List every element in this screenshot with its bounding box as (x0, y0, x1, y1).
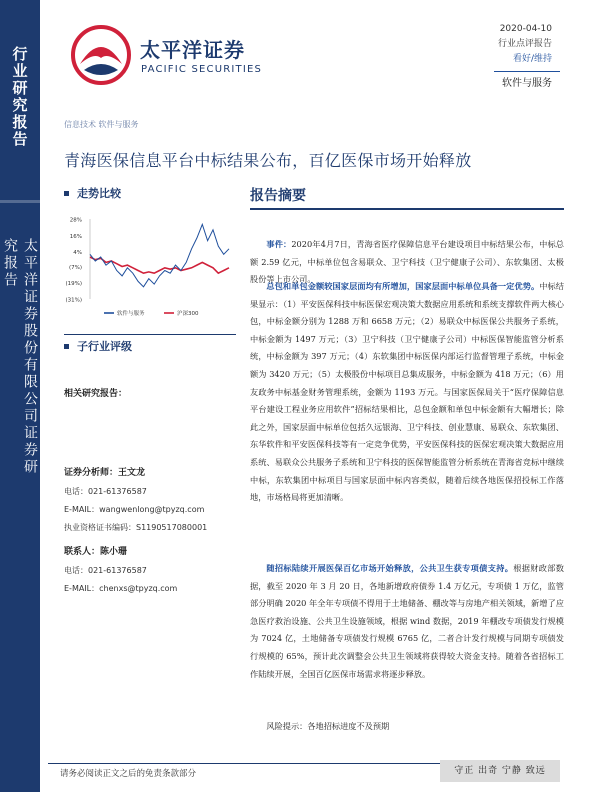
sidebar-report-category: 行业研究报告 (10, 46, 29, 148)
y-tick-label: 16% (69, 233, 82, 240)
series-line-sector (90, 224, 229, 286)
header-rule (494, 71, 560, 72)
y-tick-label: 28% (69, 217, 82, 224)
sub-industry-rating-text: 子行业评级 (77, 340, 132, 353)
left-column (64, 185, 236, 201)
y-tick-label: 4% (73, 250, 82, 257)
trend-heading (64, 185, 236, 201)
trend-chart (64, 213, 234, 323)
contact-email[interactable]: E-MAIL：chenxs@tpyzq.com (64, 584, 178, 593)
logo-mark-icon (70, 24, 132, 86)
analyst-certificate: 执业资格证书编码：S1190517080001 (64, 523, 208, 532)
abstract-paragraph-bid (250, 278, 564, 507)
market-lead: 随招标陆续开展医保百亿市场开始释放，公共卫生获专项债支持。 (266, 563, 514, 573)
event-lead: 事件： (266, 239, 292, 249)
risk-warning: 风险提示：各地招标进度不及预期 (266, 721, 390, 731)
logo-name-cn: 太平洋证券 (140, 38, 245, 62)
sidebar-divider (0, 200, 40, 203)
page-title: 青海医保信息平台中标结果公布，百亿医保市场开始释放 (64, 151, 472, 170)
series-line-market (90, 257, 229, 273)
square-bullet-icon (64, 191, 69, 196)
contact-phone: 电话：021-61376587 (64, 566, 147, 575)
sub-industry-rating-heading (64, 338, 132, 354)
analyst-name: 王文龙 (118, 468, 146, 478)
breadcrumb: 信息技术 软件与服务 (64, 120, 139, 129)
analyst-phone: 电话：021-61376587 (64, 487, 147, 496)
analyst-block (64, 460, 236, 596)
contact-name: 陈小珊 (100, 547, 128, 557)
abstract-header (250, 185, 564, 205)
report-type: 行业点评报告 (497, 39, 552, 49)
event-text: 2020年4月7日，青海省医疗保障信息平台建设项目中标结果公布，中标总额 2.59 亿元，中标单位包含易联众、卫宁科技（卫宁健康子公司）、东软集团、太极股份等上市公司。 (250, 239, 564, 285)
footer-rule (48, 763, 440, 764)
y-tick-label: (19%) (65, 281, 82, 288)
company-logo (70, 20, 270, 90)
abstract-paragraph-market (250, 560, 564, 683)
company-motto: 守正 出奇 宁静 致远 (440, 760, 560, 782)
legend-label: 沪深300 (177, 311, 199, 317)
y-tick-label: (31%) (65, 297, 82, 304)
related-reports-heading: 相关研究报告： (64, 389, 128, 399)
abstract-heading: 报告摘要 (250, 188, 306, 204)
y-tick-label: (7%) (68, 264, 82, 271)
market-text: 根据财政部数据，截至 2020 年 3 月 20 日，各地新增政府债券 1.4 万亿元，专项债 1 万亿，监管部分明确 2020 年全年专项债不得用于土地储备、棚改等与房地产相关领域，新增了应急医疗救治设施、公共卫生设施领域，根据 wind 数据，2019 年棚改专项债发行规模为 7024 亿，土地储备专项债发行规模 6765 亿，二者合计发行规模与同期专项债发行规模的 65%，预计此次调整会公共卫生领域将获得较大资金支持。随着各省招标工作陆续开展，全国百亿医保市场需求将逐步释放。 (250, 563, 564, 679)
report-date: 2020-04-10 (499, 24, 552, 34)
bid-lead: 总包和单包金额较国家层面均有所增加，国家层面中标单位具备一定优势。 (266, 281, 540, 291)
trend-heading-text: 走势比较 (77, 187, 121, 200)
footer-disclaimer: 请务必阅读正文之后的免责条款部分 (60, 769, 197, 779)
analyst-label: 证券分析师： (64, 468, 119, 478)
abstract-rule (250, 208, 564, 210)
bid-text: 中标结果显示：（1）平安医保科技中标医保宏观决策大数据应用系统和系统支撑软件两大核心包，中标金额分别为 1288 万和 6658 万元；（2）易联众中标医保公共服务子系统，中标金额为 1497 万元；（3）卫宁科技（卫宁健康子公司）中标医保智能监管分析系统，中标金额为 397 万元；（4）东软集团中标医保内部运行监督管理子系统，中标金额为 3420 万元；（5）太极股份中标项目总集成服务，中标金额为 418 万元；（6）用友政务中标基金财务管理系统，金额为 1193 万元。与国家医保局关于“医疗保障信息平台建设工程业务应用软件”招标结果相比，总包金额和单包中标金额有大幅增长；除此之外，国家层面中标单位包括久远银海、卫宁科技、创业慧康、易联众、东软集团、东华软件和平安医保科技等有一定竞争优势，平安医保科技的医保宏观决策大数据应用系统、易联众公共服务子系统和卫宁科技的医保智能监管分析系统在青海省竞标中继续中标，东软集团中标项目与国家层面中标内容类似，随着后续各地医保招投标工作落地，市场格局将更加清晰。 (250, 281, 564, 503)
industry-sector: 软件与服务 (502, 78, 552, 89)
industry-rating: 看好/维持 (512, 54, 552, 64)
square-bullet-icon (64, 344, 69, 349)
logo-name-en: PACIFIC SECURITIES (141, 64, 263, 75)
sidebar-company-label: 太平洋证券股份有限公司证券研究报告 (2, 238, 38, 476)
section-rule (64, 334, 236, 335)
analyst-email[interactable]: E-MAIL：wangwenlong@tpyzq.com (64, 505, 205, 514)
sidebar (0, 0, 40, 792)
legend-label: 软件与服务 (117, 311, 145, 317)
report-meta (498, 22, 552, 67)
contact-label: 联系人： (64, 547, 101, 557)
